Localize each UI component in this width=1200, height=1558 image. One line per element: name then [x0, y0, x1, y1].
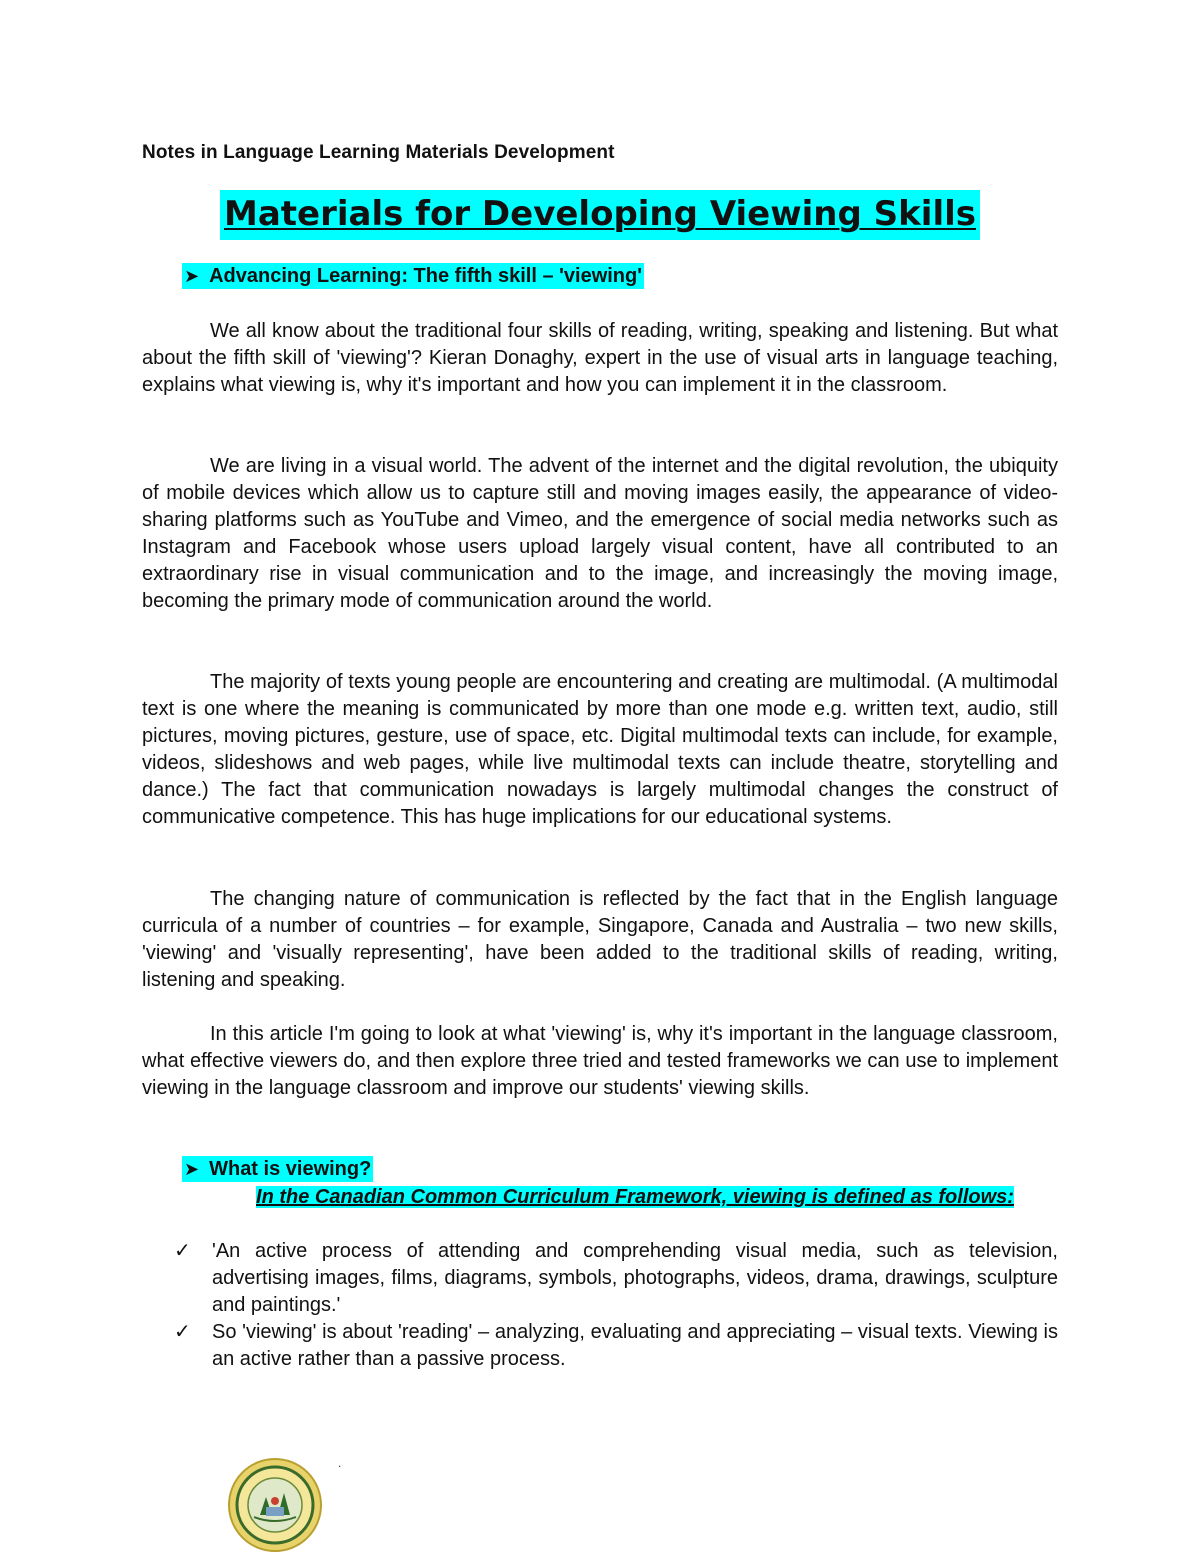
paragraph-1: We all know about the traditional four skills of reading, writing, speaking and listening. But what about the fifth skill of 'viewing'? Kieran Donaghy, expert in the use of visual arts in language teaching, explains what viewing is, why it's important and how you can implement it in the classroom.: [142, 320, 1058, 396]
check-icon: ✓: [174, 1321, 191, 1343]
university-seal-icon: [226, 1457, 324, 1553]
title-wrap: [0, 190, 1200, 240]
section-heading-text: Advancing Learning: The fifth skill – 'viewing': [209, 265, 642, 287]
section-heading-advancing-learning: [182, 263, 644, 289]
definition-list: [170, 1238, 1058, 1373]
arrowhead-bullet-icon: ➤: [184, 1159, 200, 1179]
paragraph-3: The majority of texts young people are encountering and creating are multimodal. (A multimodal text is one where the meaning is communicated by more than one mode e.g. written text, audio, still pictures, moving pictures, gesture, use of space, etc. Digital multimodal texts can include, for example, videos, slideshows and web pages, while live multimodal texts can include theatre, storytelling and dance.) The fact that communication nowadays is largely multimodal changes the construct of communicative competence. This has huge implications for our educational systems.: [142, 671, 1058, 828]
definition-subheading-text: In the Canadian Common Curriculum Framework, viewing is defined as follows:: [256, 1186, 1014, 1208]
list-item-text: So 'viewing' is about 'reading' – analyzing, evaluating and appreciating – visual texts. Viewing is an active rather than a passive process.: [212, 1321, 1058, 1370]
definition-subheading: [220, 1184, 1050, 1211]
document-title: Materials for Developing Viewing Skills: [220, 190, 980, 240]
section-heading-text: What is viewing?: [209, 1158, 372, 1180]
list-item-text: 'An active process of attending and comprehending visual media, such as television, advertising images, films, diagrams, symbols, photographs, videos, drama, drawings, sculpture and paintings.': [212, 1240, 1058, 1316]
footer-dot: .: [338, 1456, 342, 1470]
paragraph-5: In this article I'm going to look at what 'viewing' is, why it's important in the language classroom, what effective viewers do, and then explore three tried and tested frameworks we can use to implement viewing in the language classroom and improve our students' viewing skills.: [142, 1023, 1058, 1099]
list-item: [170, 1238, 1058, 1319]
header-note: Notes in Language Learning Materials Development: [142, 142, 615, 163]
paragraph-4: The changing nature of communication is reflected by the fact that in the English language curricula of a number of countries – for example, Singapore, Canada and Australia – two new skills, 'viewing' and 'visually representing', have been added to the traditional skills of reading, writing, listening and speaking.: [142, 888, 1058, 991]
paragraph-2: We are living in a visual world. The advent of the internet and the digital revolution, the ubiquity of mobile devices which allow us to capture still and moving images easily, the appearance of video-sharing platforms such as YouTube and Vimeo, and the emergence of social media networks such as Instagram and Facebook whose users upload largely visual content, have all contributed to an extraordinary rise in visual communication and to the image, and increasingly the moving image, becoming the primary mode of communication around the world.: [142, 455, 1058, 612]
check-icon: ✓: [174, 1240, 191, 1262]
section-heading-what-is-viewing: [182, 1156, 373, 1182]
list-item: [170, 1319, 1058, 1373]
arrowhead-bullet-icon: ➤: [184, 266, 200, 286]
